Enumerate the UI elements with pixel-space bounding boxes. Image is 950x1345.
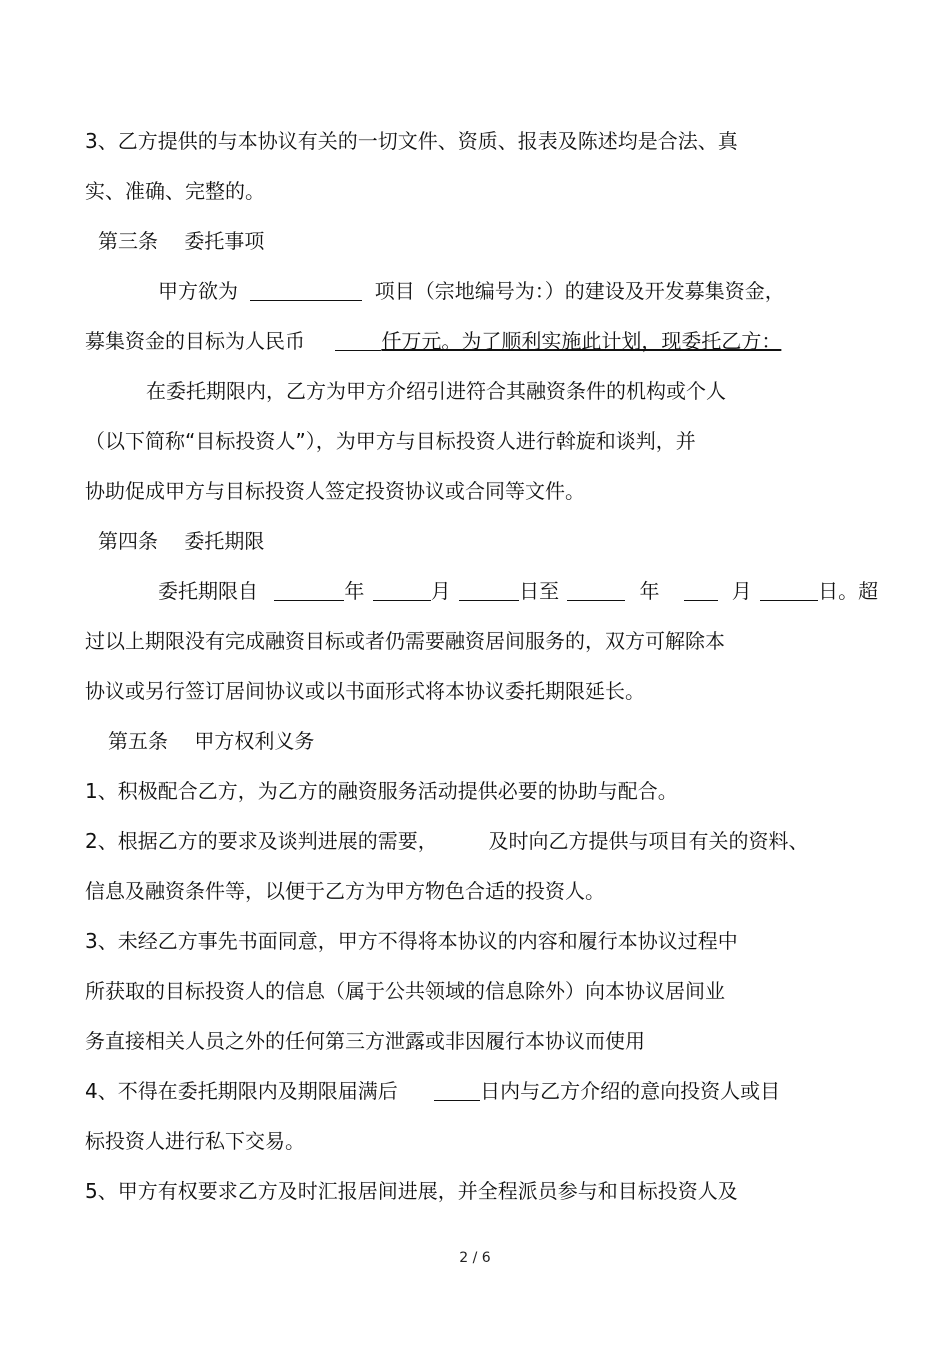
text-segment: 2、根据乙方的要求及谈判进展的需要， bbox=[85, 829, 438, 853]
text-segment: 月 bbox=[731, 579, 752, 603]
clause-line: 3、未经乙方事先书面同意，甲方不得将本协议的内容和履行本协议过程中 bbox=[85, 929, 738, 953]
text-segment: 及时向乙方提供与项目有关的资料、 bbox=[488, 829, 809, 853]
text-segment: 委托期限自 bbox=[158, 579, 258, 603]
fill-blank-end-month[interactable] bbox=[684, 580, 718, 601]
fill-blank-end-year[interactable] bbox=[567, 580, 625, 601]
article-5-heading: 第五条 甲方权利义务 bbox=[108, 729, 315, 753]
clause-line: 3、乙方提供的与本协议有关的一切文件、资质、报表及陈述均是合法、真 bbox=[85, 129, 738, 153]
text-segment: 年 bbox=[344, 579, 365, 603]
clause-line: 实、准确、完整的。 bbox=[85, 179, 265, 203]
clause-line: 务直接相关人员之外的任何第三方泄露或非因履行本协议而使用 bbox=[85, 1029, 645, 1053]
clause-line: 所获取的目标投资人的信息（属于公共领域的信息除外）向本协议居间业 bbox=[85, 979, 725, 1003]
clause-line bbox=[158, 578, 878, 604]
text-segment: 月 bbox=[430, 579, 451, 603]
clause-line: 1、积极配合乙方，为乙方的融资服务活动提供必要的协助与配合。 bbox=[85, 779, 678, 803]
clause-line bbox=[85, 1078, 780, 1104]
clause-line bbox=[85, 828, 808, 854]
clause-line: 在委托期限内，乙方为甲方介绍引进符合其融资条件的机构或个人 bbox=[146, 379, 726, 403]
text-segment: 项目（宗地编号为：）的建设及开发募集资金， bbox=[374, 279, 785, 303]
text-segment: 年 bbox=[639, 579, 660, 603]
fill-blank-start-day[interactable] bbox=[459, 580, 519, 601]
clause-line: 过以上期限没有完成融资目标或者仍需要融资居间服务的，双方可解除本 bbox=[85, 629, 725, 653]
fill-blank-days[interactable] bbox=[434, 1080, 480, 1101]
text-segment: 日内与乙方介绍的意向投资人或目 bbox=[480, 1079, 781, 1103]
clause-line: 协助促成甲方与目标投资人签定投资协议或合同等文件。 bbox=[85, 479, 585, 503]
text-segment: 日。超 bbox=[818, 579, 879, 603]
fill-blank-amount[interactable] bbox=[335, 330, 381, 351]
clause-line: 信息及融资条件等，以便于乙方为甲方物色合适的投资人。 bbox=[85, 879, 605, 903]
clause-line bbox=[85, 328, 781, 354]
fill-blank-start-year[interactable] bbox=[274, 580, 344, 601]
fill-blank-end-day[interactable] bbox=[760, 580, 818, 601]
text-segment: 仟万元。为了顺利实施此计划，现委托乙方： bbox=[381, 329, 782, 353]
text-segment: 甲方欲为 bbox=[158, 279, 238, 303]
page-number: 2 / 6 bbox=[459, 1250, 491, 1266]
clause-line bbox=[158, 278, 785, 304]
article-4-heading: 第四条 委托期限 bbox=[98, 529, 265, 553]
clause-line: 协议或另行签订居间协议或以书面形式将本协议委托期限延长。 bbox=[85, 679, 645, 703]
clause-line: 5、甲方有权要求乙方及时汇报居间进展，并全程派员参与和目标投资人及 bbox=[85, 1179, 738, 1203]
text-segment: 募集资金的目标为人民币 bbox=[85, 329, 305, 353]
text-segment: 4、不得在委托期限内及期限届满后 bbox=[85, 1079, 398, 1103]
article-3-heading: 第三条 委托事项 bbox=[98, 229, 265, 253]
text-segment: 日至 bbox=[519, 579, 560, 603]
clause-line: 标投资人进行私下交易。 bbox=[85, 1129, 305, 1153]
fill-blank-start-month[interactable] bbox=[373, 580, 431, 601]
clause-line: （以下简称“目标投资人”），为甲方与目标投资人进行斡旋和谈判，并 bbox=[85, 429, 696, 453]
fill-blank-project[interactable] bbox=[250, 280, 362, 301]
